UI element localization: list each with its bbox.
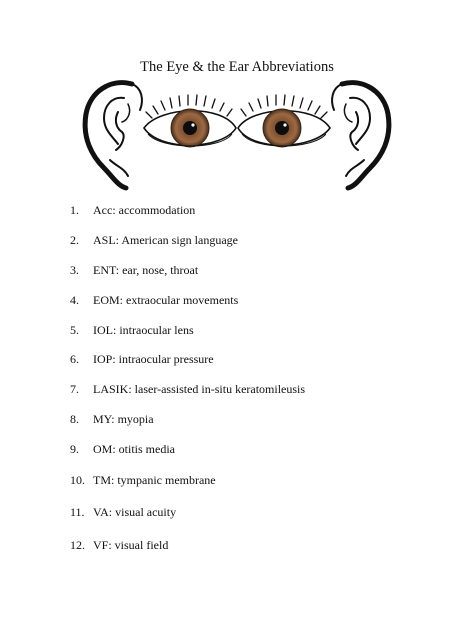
- list-item: [70, 411, 154, 427]
- item-text: OM: otitis media: [93, 442, 175, 456]
- item-number: 3.: [70, 263, 79, 277]
- item-text: VA: visual acuity: [93, 505, 177, 519]
- item-text: EOM: extraocular movements: [93, 293, 239, 307]
- list-item: [70, 322, 194, 338]
- list-item: [70, 504, 176, 520]
- item-text: ASL: American sign language: [93, 233, 238, 247]
- item-number: 7.: [70, 382, 79, 396]
- list-item: [70, 537, 168, 553]
- item-number: 2.: [70, 233, 79, 247]
- item-text: IOL: intraocular lens: [93, 323, 194, 337]
- item-number: 6.: [70, 352, 79, 366]
- item-number: 8.: [70, 412, 79, 426]
- list-item: [70, 232, 238, 248]
- item-text: Acc: accommodation: [93, 203, 196, 217]
- item-text: VF: visual field: [93, 538, 169, 552]
- item-number: 9.: [70, 442, 79, 456]
- item-number: 5.: [70, 323, 79, 337]
- item-text: IOP: intraocular pressure: [93, 352, 214, 366]
- list-item: [70, 351, 214, 367]
- list-item: [70, 381, 305, 397]
- item-text: LASIK: laser-assisted in-situ keratomileusis: [93, 382, 306, 396]
- page-title: The Eye & the Ear Abbreviations: [140, 59, 334, 75]
- item-number: 4.: [70, 293, 79, 307]
- list-item: [70, 292, 238, 308]
- list-item: [70, 441, 175, 457]
- item-number: 10.: [70, 473, 85, 487]
- item-text: TM: tympanic membrane: [93, 473, 216, 487]
- list-item: [70, 262, 198, 278]
- list-item: [70, 472, 216, 488]
- item-text: ENT: ear, nose, throat: [93, 263, 199, 277]
- item-text: MY: myopia: [93, 412, 154, 426]
- item-number: 11.: [70, 505, 85, 519]
- list-item: [70, 202, 195, 218]
- item-number: 12.: [70, 538, 85, 552]
- item-number: 1.: [70, 203, 79, 217]
